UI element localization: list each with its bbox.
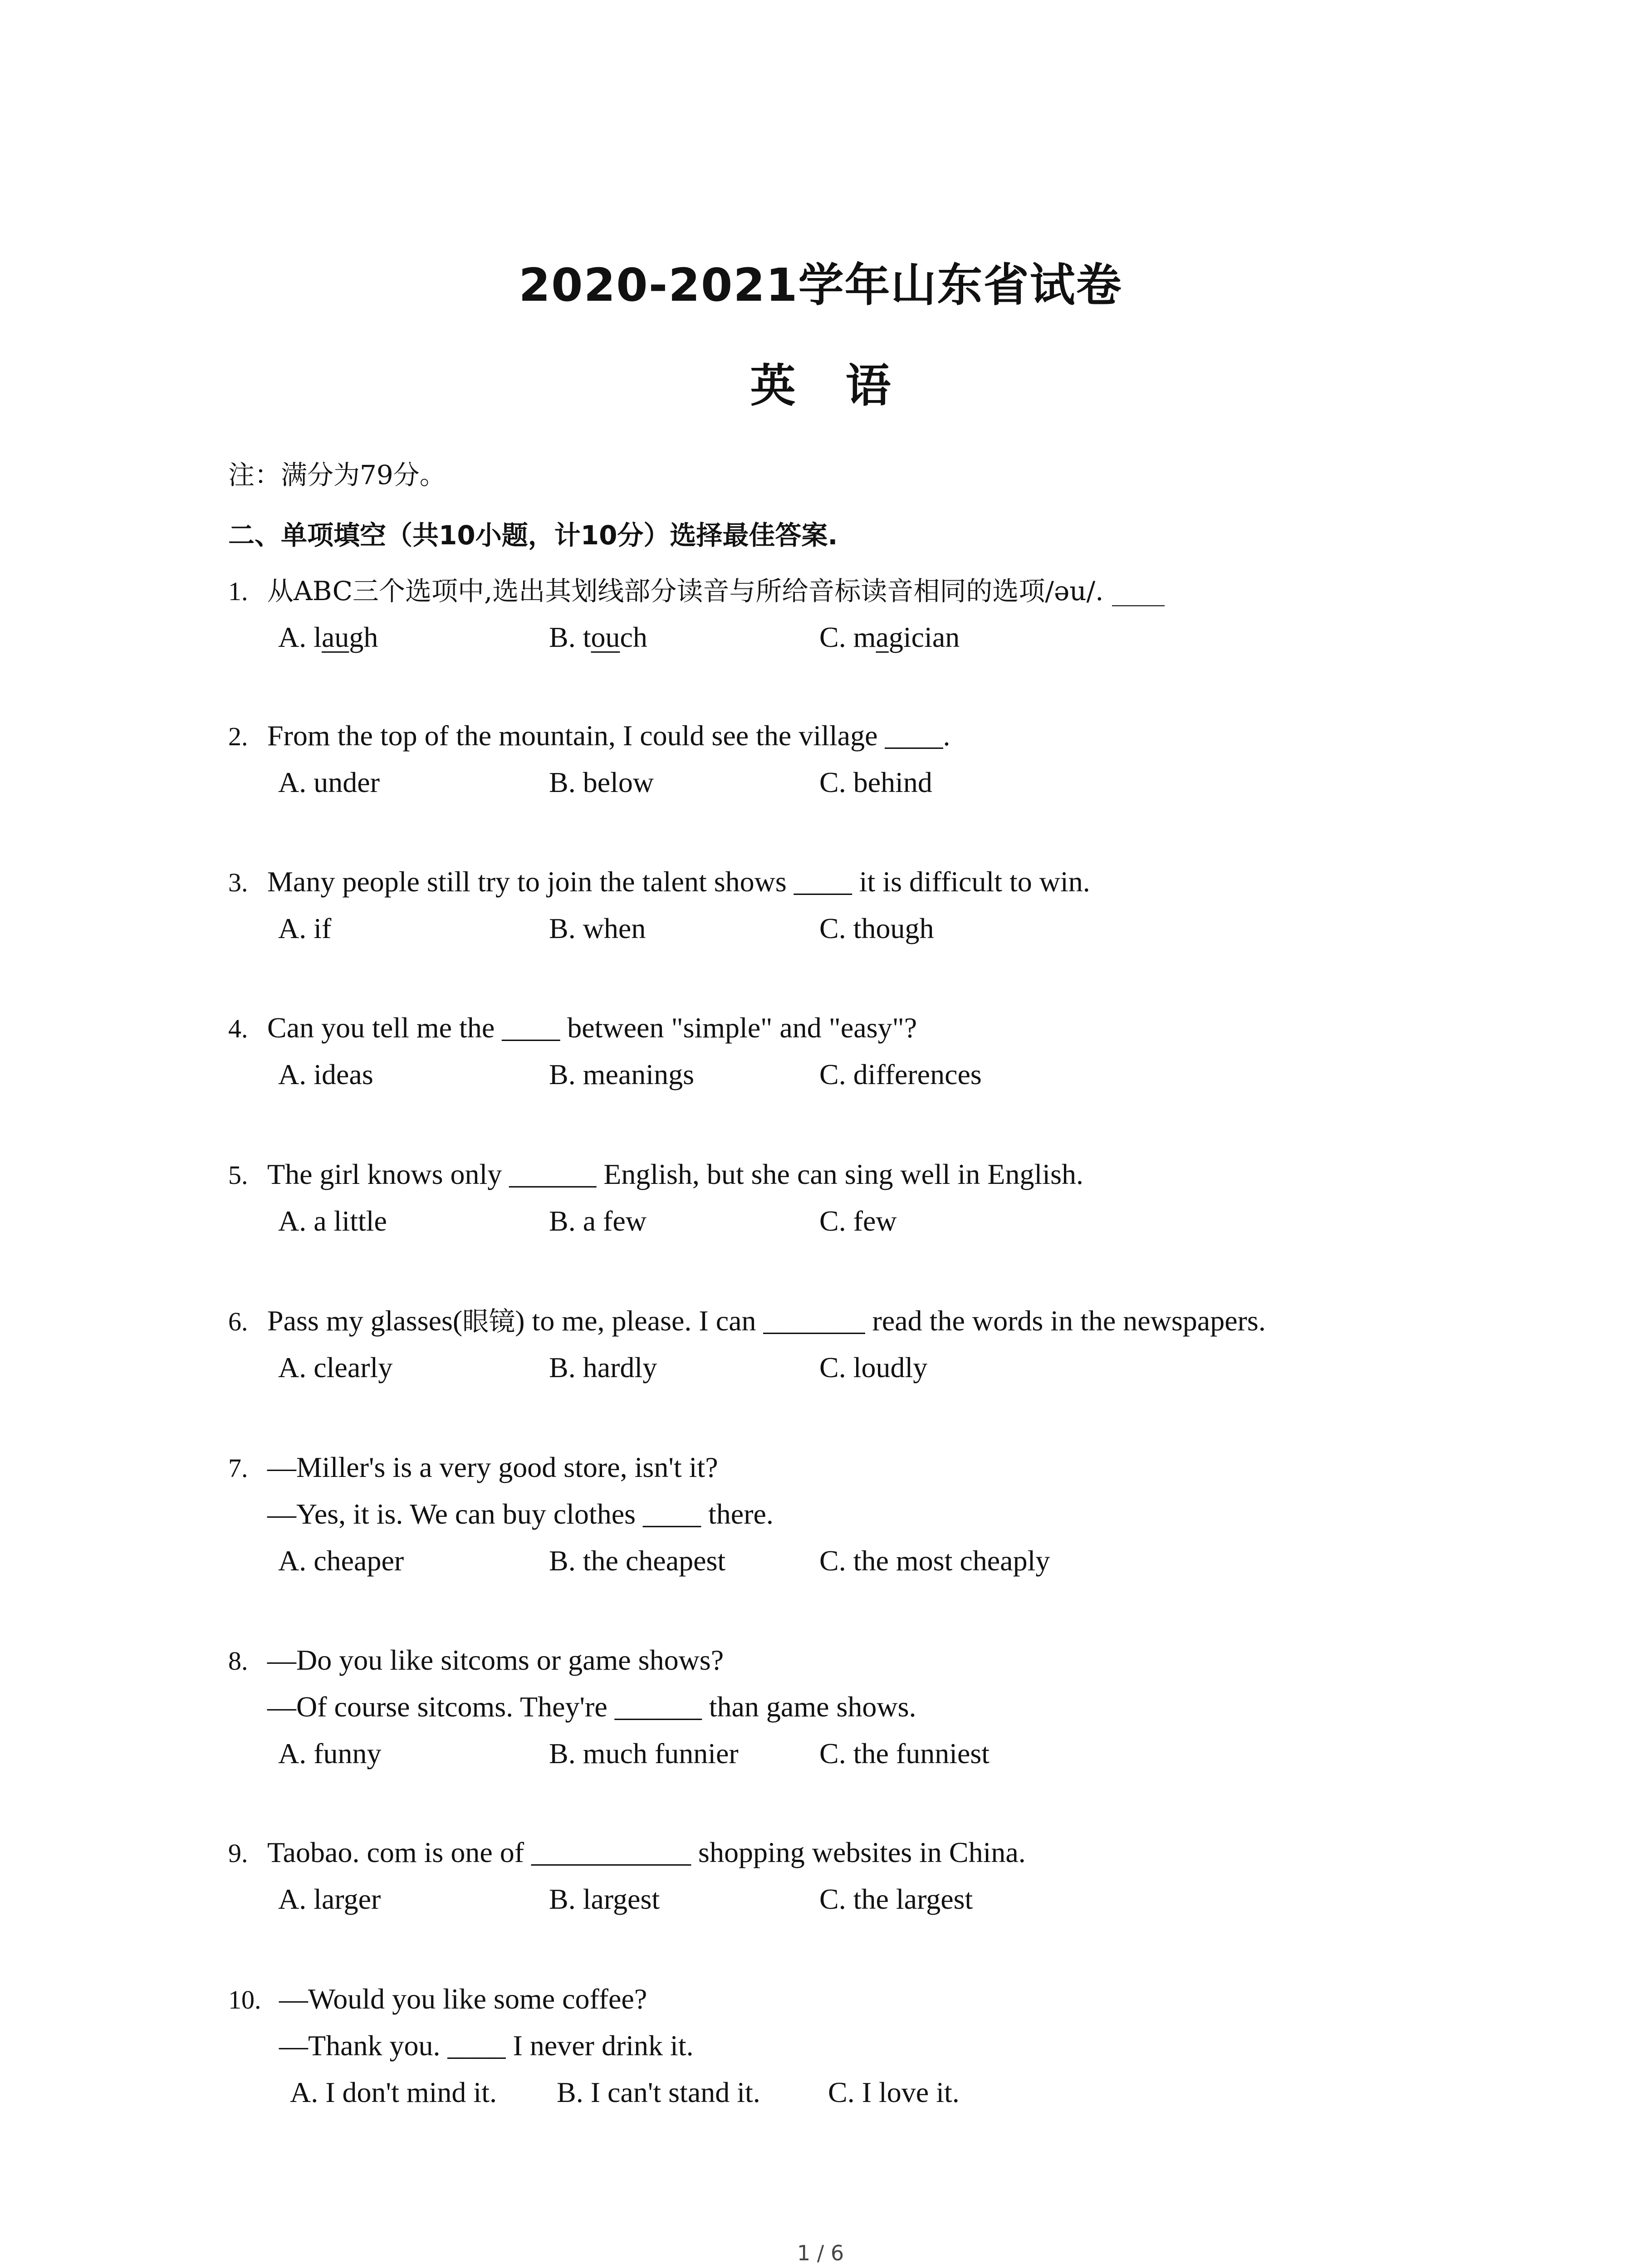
- page-number: 1 / 6: [797, 2241, 844, 2265]
- question-stem: [228, 1637, 1589, 1683]
- option-a[interactable]: A. under: [278, 766, 380, 798]
- option-c[interactable]: C. few: [819, 1205, 897, 1237]
- option-row: [228, 1051, 1589, 1098]
- option-row: [228, 614, 1589, 660]
- page-title: 2020-2021学年山东省试卷: [519, 259, 1122, 312]
- question-1: [228, 567, 1589, 660]
- option-c-underlined: a: [876, 621, 889, 653]
- option-a[interactable]: A. a little: [278, 1205, 387, 1237]
- option-row: [228, 1537, 1589, 1584]
- question-stem: [228, 712, 1589, 759]
- option-a-suffix: gh: [349, 621, 378, 653]
- question-10: [228, 1975, 1589, 2116]
- question-number: 4.: [228, 1014, 248, 1043]
- option-a[interactable]: A. ideas: [278, 1058, 373, 1090]
- question-text: 从ABC三个选项中,选出其划线部分读音与所给音标读音相同的选项/əu/. ____: [267, 576, 1165, 606]
- question-stem: [228, 858, 1589, 905]
- dialogue-line-1: —Would you like some coffee?: [279, 1983, 647, 2015]
- option-c[interactable]: [819, 614, 960, 660]
- option-b[interactable]: B. hardly: [549, 1351, 657, 1383]
- option-a[interactable]: A. cheaper: [278, 1545, 404, 1577]
- question-5: [228, 1151, 1589, 1244]
- question-stem: [228, 1829, 1589, 1876]
- option-c[interactable]: C. the largest: [819, 1883, 973, 1915]
- dialogue-line-2: —Yes, it is. We can buy clothes ____ there.: [267, 1498, 774, 1530]
- option-a[interactable]: [278, 614, 378, 660]
- question-text-after: ) to me, please. I can _______ read the words in the newspapers.: [515, 1305, 1266, 1337]
- question-text: Taobao. com is one of ___________ shopping websites in China.: [267, 1836, 1026, 1868]
- question-7: [228, 1444, 1589, 1584]
- option-b[interactable]: B. meanings: [549, 1058, 694, 1090]
- dialogue-line-2: —Of course sitcoms. They're ______ than game shows.: [267, 1691, 916, 1723]
- dialogue-line-1: —Do you like sitcoms or game shows?: [267, 1644, 724, 1676]
- option-b[interactable]: B. much funnier: [549, 1737, 739, 1769]
- question-9: [228, 1829, 1589, 1922]
- question-number: 5.: [228, 1160, 248, 1190]
- option-b[interactable]: [549, 614, 647, 660]
- question-text: The girl knows only ______ English, but she can sing well in English.: [267, 1158, 1083, 1190]
- question-text: From the top of the mountain, I could see the village ____.: [267, 719, 950, 752]
- question-4: [228, 1004, 1589, 1098]
- question-stem: [228, 1151, 1589, 1198]
- page-subject: 英语: [750, 359, 941, 412]
- option-c[interactable]: C. differences: [819, 1058, 982, 1090]
- option-c[interactable]: C. behind: [819, 766, 932, 798]
- question-number: 2.: [228, 722, 248, 751]
- option-c-suffix: gician: [888, 621, 960, 653]
- option-row: [228, 2069, 1589, 2116]
- option-b[interactable]: B. largest: [549, 1883, 660, 1915]
- option-b[interactable]: B. when: [549, 912, 646, 944]
- question-3: [228, 858, 1589, 952]
- option-b[interactable]: B. a few: [549, 1205, 647, 1237]
- option-b-suffix: ch: [620, 621, 647, 653]
- option-c[interactable]: C. the most cheaply: [819, 1545, 1050, 1577]
- option-a[interactable]: A. larger: [278, 1883, 381, 1915]
- question-text-cn: 眼镜: [462, 1306, 515, 1337]
- question-stem: [228, 1297, 1589, 1344]
- question-text: Can you tell me the ____ between "simple" and "easy"?: [267, 1012, 917, 1044]
- option-c[interactable]: C. though: [819, 912, 934, 944]
- question-text-before: Pass my glasses(: [267, 1305, 463, 1337]
- option-row: [228, 1730, 1589, 1777]
- question-number: 3.: [228, 868, 248, 897]
- option-row: [228, 759, 1589, 806]
- dialogue-line-2: —Thank you. ____ I never drink it.: [279, 2029, 694, 2062]
- question-stem: [228, 567, 1589, 614]
- option-a-underlined: au: [322, 621, 349, 653]
- option-row: [228, 1876, 1589, 1922]
- option-a[interactable]: A. if: [278, 912, 332, 944]
- option-b[interactable]: B. below: [549, 766, 654, 798]
- question-2: [228, 712, 1589, 806]
- option-c[interactable]: C. I love it.: [828, 2076, 960, 2108]
- option-c[interactable]: C. the funniest: [819, 1737, 990, 1769]
- question-number: 9.: [228, 1838, 248, 1868]
- dialogue-line-1: —Miller's is a very good store, isn't it?: [267, 1451, 718, 1483]
- option-a[interactable]: A. I don't mind it.: [290, 2076, 497, 2108]
- question-stem: [228, 1004, 1589, 1051]
- option-row: [228, 905, 1589, 952]
- question-6: [228, 1297, 1589, 1391]
- question-number: 7.: [228, 1453, 248, 1483]
- question-number: 10.: [228, 1985, 261, 2014]
- section-heading: 二、单项填空（共10小题，计10分）选择最佳答案.: [228, 520, 838, 551]
- option-c-prefix: C. m: [819, 621, 876, 653]
- question-stem: [228, 1444, 1589, 1491]
- question-number: 8.: [228, 1646, 248, 1676]
- question-text: Many people still try to join the talent shows ____ it is difficult to win.: [267, 865, 1090, 898]
- option-b[interactable]: B. the cheapest: [549, 1545, 726, 1577]
- option-b[interactable]: B. I can't stand it.: [557, 2076, 760, 2108]
- option-a[interactable]: A. clearly: [278, 1351, 393, 1383]
- score-note: 注：满分为79分。: [228, 459, 446, 490]
- option-row: [228, 1344, 1589, 1391]
- option-c[interactable]: C. loudly: [819, 1351, 928, 1383]
- question-number: 6.: [228, 1307, 248, 1336]
- question-number: 1.: [228, 577, 248, 606]
- option-a-prefix: A. l: [278, 621, 322, 653]
- option-b-prefix: B. t: [549, 621, 591, 653]
- option-a[interactable]: A. funny: [278, 1737, 382, 1769]
- option-b-underlined: ou: [591, 621, 620, 653]
- question-stem: [228, 1975, 1589, 2022]
- option-row: [228, 1198, 1589, 1244]
- question-8: [228, 1637, 1589, 1777]
